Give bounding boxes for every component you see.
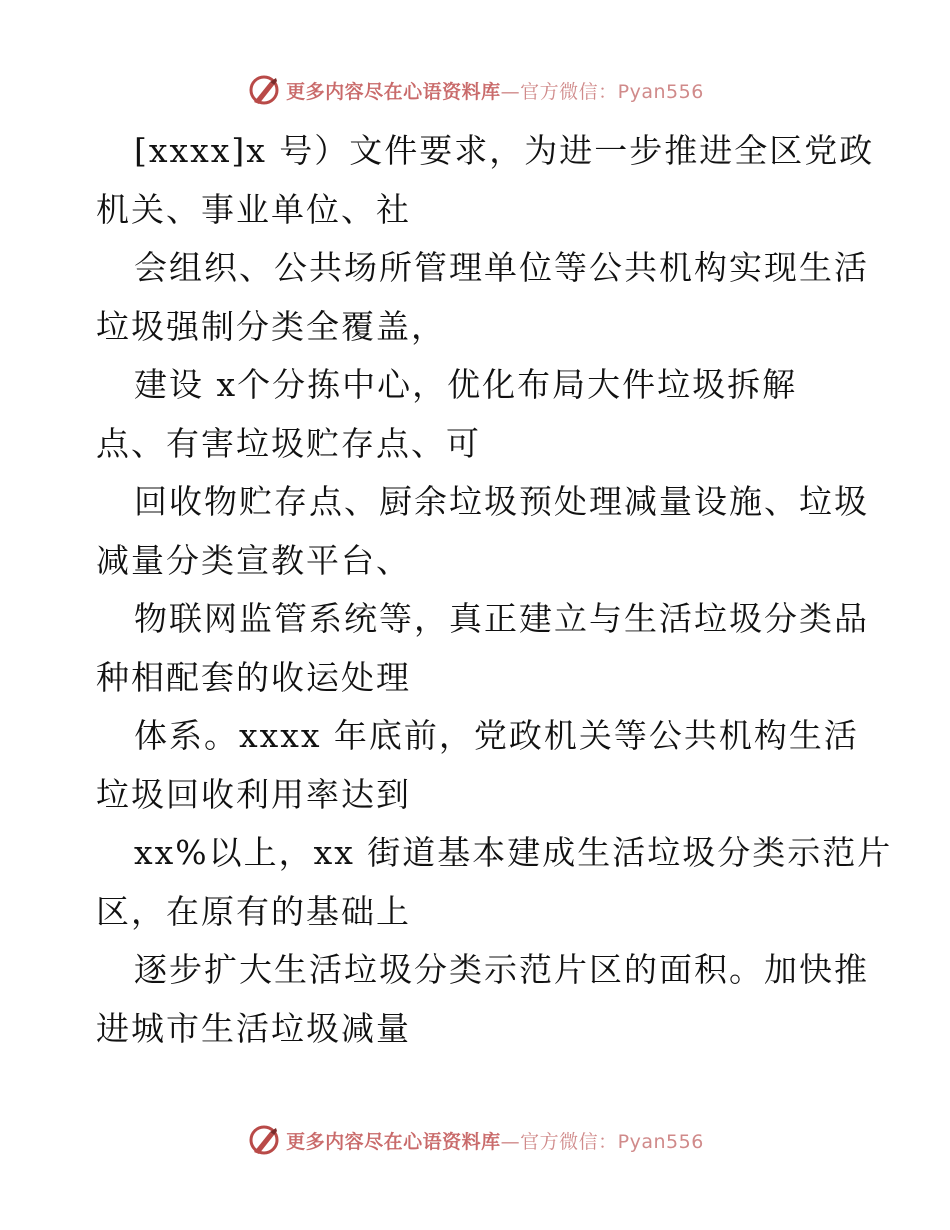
watermark-brand: 更多内容尽在心语资料库 [286, 80, 501, 103]
watermark-contact: 官方微信：Pyan556 [520, 1130, 704, 1153]
text-line: xx%以上，xx 街道基本建成生活垃圾分类示范片 [134, 833, 893, 872]
header-watermark [0, 70, 950, 110]
text-line: 垃圾强制分类全覆盖， [96, 306, 446, 346]
text-line: 物联网监管系统等，真正建立与生活垃圾分类品 [134, 599, 869, 638]
text-line: 逐步扩大生活垃圾分类示范片区的面积。加快推 [134, 950, 869, 989]
watermark-text [286, 1127, 704, 1154]
document-body [96, 122, 893, 1058]
text-line: 建设 x个分拣中心，优化布局大件垃圾拆解 [134, 365, 798, 404]
text-line: 区，在原有的基础上 [96, 891, 411, 931]
text-line: 点、有害垃圾贮存点、可 [96, 423, 481, 463]
watermark-dash: — [500, 80, 521, 103]
text-line: 进城市生活垃圾减量 [96, 1008, 411, 1048]
watermark-dash: — [500, 1130, 521, 1153]
text-line: 体系。xxxx 年底前，党政机关等公共机构生活 [134, 716, 859, 755]
text-line: [xxxx]x 号）文件要求，为进一步推进全区党政 [134, 131, 875, 170]
watermark-text [286, 77, 704, 104]
text-line: 垃圾回收利用率达到 [96, 774, 411, 814]
text-line: 会组织、公共场所管理单位等公共机构实现生活 [134, 248, 869, 287]
pen-logo-icon [246, 72, 282, 108]
text-line: 减量分类宣教平台、 [96, 540, 411, 580]
watermark-contact: 官方微信：Pyan556 [520, 80, 704, 103]
pen-logo-icon [246, 1122, 282, 1158]
footer-watermark [0, 1120, 950, 1160]
watermark-brand: 更多内容尽在心语资料库 [286, 1130, 501, 1153]
text-line: 种相配套的收运处理 [96, 657, 411, 697]
text-line: 回收物贮存点、厨余垃圾预处理减量设施、垃圾 [134, 482, 869, 521]
text-line: 机关、事业单位、社 [96, 189, 411, 229]
